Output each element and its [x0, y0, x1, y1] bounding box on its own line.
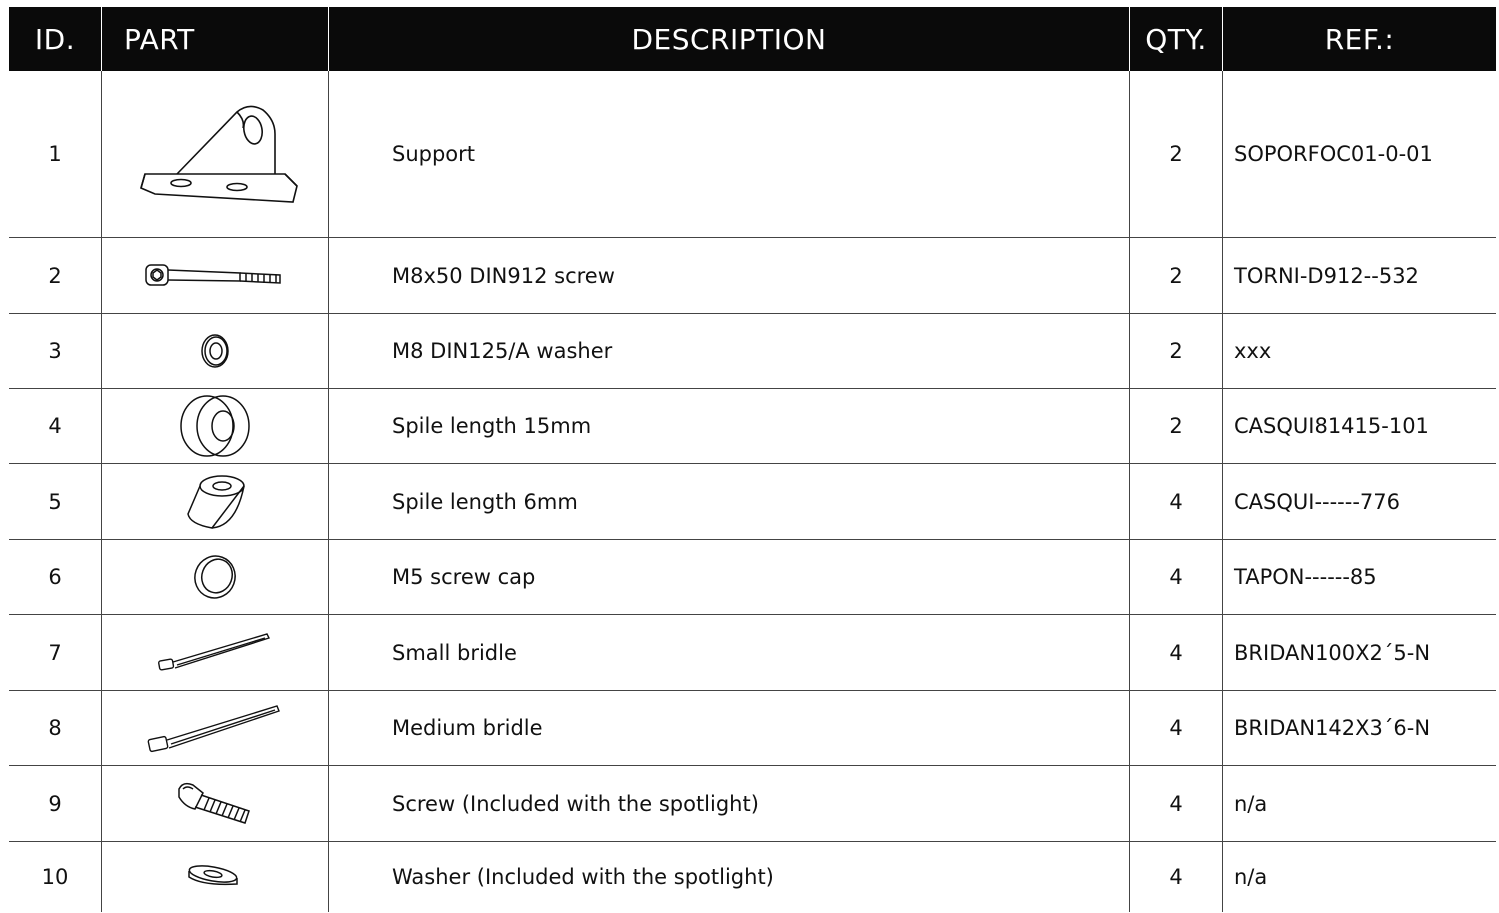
row-description: Screw (Included with the spotlight)	[329, 766, 1130, 841]
table-header	[9, 7, 1496, 71]
screw-cap-icon	[190, 553, 240, 601]
row-qty: 4	[1130, 540, 1223, 614]
row-id: 1	[9, 71, 102, 237]
part-image	[102, 238, 329, 313]
row-qty: 2	[1130, 389, 1223, 463]
row-ref: n/a	[1234, 791, 1268, 816]
row-qty: 2	[1130, 238, 1223, 313]
row-qty: 2	[1130, 71, 1223, 237]
row-description: Small bridle	[329, 615, 1130, 690]
row-ref: CASQUI81415-101	[1234, 414, 1429, 438]
row-description: Washer (Included with the spotlight)	[329, 842, 1130, 912]
large-spacer-icon	[175, 393, 255, 459]
small-spacer-icon	[180, 472, 250, 532]
row-qty: 4	[1130, 766, 1223, 841]
header-description: DESCRIPTION	[329, 7, 1130, 71]
table-row	[9, 314, 1496, 389]
row-description: M8x50 DIN912 screw	[329, 238, 1130, 313]
row-ref: TORNI-D912--532	[1234, 263, 1419, 288]
part-image	[102, 71, 329, 237]
row-ref: CASQUI------776	[1234, 489, 1401, 514]
row-description: Spile length 6mm	[329, 464, 1130, 539]
row-id: 4	[9, 389, 102, 463]
flat-washer-icon	[183, 862, 247, 892]
row-description: Support	[329, 71, 1130, 237]
row-qty: 2	[1130, 314, 1223, 388]
table-row	[9, 389, 1496, 464]
row-ref: TAPON------85	[1234, 565, 1377, 589]
row-id: 2	[9, 238, 102, 313]
table-row	[9, 464, 1496, 540]
row-id: 8	[9, 691, 102, 765]
row-qty: 4	[1130, 842, 1223, 912]
table-row	[9, 615, 1496, 691]
part-image	[102, 691, 329, 765]
row-qty: 4	[1130, 464, 1223, 539]
part-image	[102, 766, 329, 841]
row-id: 3	[9, 314, 102, 388]
row-description: Medium bridle	[329, 691, 1130, 765]
row-id: 7	[9, 615, 102, 690]
row-ref: BRIDAN142X3´6-N	[1234, 716, 1431, 740]
short-screw-icon	[173, 779, 257, 829]
row-id: 6	[9, 540, 102, 614]
table-row	[9, 71, 1496, 238]
row-description: M5 screw cap	[329, 540, 1130, 614]
row-id: 10	[9, 842, 102, 912]
table-row	[9, 540, 1496, 615]
row-ref: SOPORFOC01-0-01	[1234, 142, 1433, 166]
row-description: Spile length 15mm	[329, 389, 1130, 463]
row-ref: xxx	[1234, 339, 1272, 363]
part-image	[102, 389, 329, 463]
triangular-bracket-icon	[125, 94, 305, 214]
table-row	[9, 766, 1496, 842]
long-screw-icon	[140, 261, 290, 291]
part-image	[102, 540, 329, 614]
small-cable-tie-icon	[155, 630, 275, 676]
header-part: PART	[102, 7, 329, 71]
medium-cable-tie-icon	[145, 700, 285, 756]
table-row	[9, 842, 1496, 912]
row-qty: 4	[1130, 691, 1223, 765]
row-ref: BRIDAN100X2´5-N	[1234, 640, 1431, 665]
part-image	[102, 464, 329, 539]
part-image	[102, 314, 329, 388]
table-row	[9, 238, 1496, 314]
part-image	[102, 842, 329, 912]
row-id: 5	[9, 464, 102, 539]
part-image	[102, 615, 329, 690]
row-qty: 4	[1130, 615, 1223, 690]
header-id: ID.	[9, 7, 102, 71]
header-ref: REF.:	[1324, 22, 1395, 56]
washer-icon	[195, 331, 235, 371]
row-id: 9	[9, 766, 102, 841]
row-ref: n/a	[1234, 865, 1268, 889]
row-description: M8 DIN125/A washer	[329, 314, 1130, 388]
header-qty: QTY.	[1130, 7, 1223, 71]
table-row	[9, 691, 1496, 766]
parts-table	[9, 7, 1496, 912]
